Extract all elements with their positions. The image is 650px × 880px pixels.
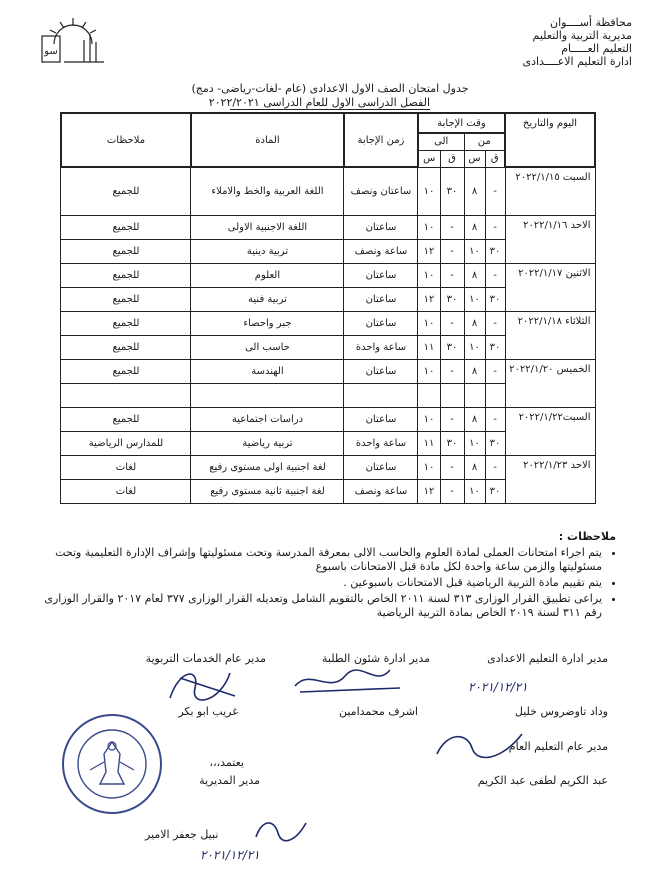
- to-hour-cell: ١٠: [418, 311, 440, 335]
- day-cell: الاحد ٢٠٢٢/١/١٦: [505, 215, 595, 263]
- from-min-cell: -: [485, 359, 505, 383]
- sig-name-prep-admin: وداد تاوضروس خليل: [514, 705, 608, 718]
- header-from-min: ق: [485, 150, 505, 167]
- from-hour-cell: ٨: [464, 311, 485, 335]
- exam-schedule-table: [60, 112, 596, 504]
- day-cell: الثلاثاء ٢٠٢٢/١/١٨: [505, 311, 595, 359]
- to-min-cell: -: [440, 263, 464, 287]
- table-row: [61, 455, 595, 479]
- to-min-cell: -: [440, 311, 464, 335]
- to-min-cell: -: [440, 359, 464, 383]
- notes-cell: لغات: [61, 479, 191, 503]
- to-hour-cell: ١٠: [418, 263, 440, 287]
- day-cell: الخميس ٢٠٢٢/١/٢٠: [505, 359, 595, 407]
- from-hour-cell: ٨: [464, 359, 485, 383]
- notes-cell: للجميع: [61, 263, 191, 287]
- to-hour-cell: ١٠: [418, 167, 440, 215]
- header-notes: ملاحظات: [61, 113, 191, 167]
- notes-cell: للجميع: [61, 335, 191, 359]
- subject-cell: العلوم: [191, 263, 344, 287]
- sig-title-approved: يعتمد،،،: [209, 756, 244, 769]
- from-hour-cell: ١٠: [464, 431, 485, 455]
- to-min-cell: -: [440, 407, 464, 431]
- signature-scribble-student-affairs: [290, 658, 410, 698]
- to-hour-cell: ١٠: [418, 215, 440, 239]
- to-hour-cell: ١٢: [418, 239, 440, 263]
- header-from: من: [464, 133, 505, 150]
- table-row: [61, 359, 595, 383]
- to-min-cell: ٣٠: [440, 167, 464, 215]
- from-min-cell: -: [485, 167, 505, 215]
- from-min-cell: -: [485, 455, 505, 479]
- subject-cell: اللغة الاجنبية الاولى: [191, 215, 344, 239]
- to-min-cell: [440, 383, 464, 407]
- notes-cell: للجميع: [61, 311, 191, 335]
- header-line-general-education: التعليم العـــــام: [561, 42, 632, 55]
- schedule-subtitle: الفصل الدراسى الاول للعام الدراسى ٢٠٢٢/٢٠٢١: [208, 96, 430, 109]
- duration-cell: ساعتان: [344, 263, 418, 287]
- subject-cell: تربية فنية: [191, 287, 344, 311]
- schedule-title: جدول امتحان الصف الاول الاعدادى (عام -لغات-رياضى- دمج): [191, 82, 469, 95]
- notes-cell: للجميع: [61, 239, 191, 263]
- sig-name-edu-services: غريب ابو بكر: [178, 705, 238, 718]
- from-hour-cell: ١٠: [464, 335, 485, 359]
- handwritten-date-1: ٢٠٢١/١٢/٢١: [468, 680, 528, 694]
- from-hour-cell: ٨: [464, 167, 485, 215]
- from-hour-cell: ١٠: [464, 239, 485, 263]
- table-row: [61, 407, 595, 431]
- duration-cell: ساعة واحدة: [344, 335, 418, 359]
- duration-cell: ساعتان: [344, 359, 418, 383]
- notes-list: [42, 546, 622, 620]
- governorate-logo: [38, 14, 108, 66]
- to-min-cell: ٣٠: [440, 431, 464, 455]
- to-hour-cell: ١٠: [418, 359, 440, 383]
- sig-title-student-affairs: مدير ادارة شئون الطلبة: [322, 652, 430, 665]
- note-item: • يتم تقييم مادة التربية الرياضية قبل الامتحانات باسبوعين .: [42, 576, 602, 590]
- sig-name-general-edu: عبد الكريم لطفى عبد الكريم: [477, 774, 608, 787]
- notes-section: [42, 530, 622, 622]
- notes-cell: للجميع: [61, 215, 191, 239]
- from-min-cell: ٣٠: [485, 287, 505, 311]
- from-hour-cell: [464, 383, 485, 407]
- from-min-cell: [485, 383, 505, 407]
- notes-title: ملاحظات :: [558, 530, 616, 543]
- to-min-cell: -: [440, 239, 464, 263]
- table-row: [61, 215, 595, 239]
- from-min-cell: -: [485, 263, 505, 287]
- duration-cell: ساعتان: [344, 455, 418, 479]
- notes-cell: لغات: [61, 455, 191, 479]
- header-to-min: ق: [440, 150, 464, 167]
- duration-cell: ساعتان: [344, 215, 418, 239]
- header-answer-time: وقت الإجابة: [418, 113, 505, 133]
- to-min-cell: -: [440, 455, 464, 479]
- sig-title-prep-admin: مدير ادارة التعليم الاعدادى: [487, 652, 608, 665]
- sig-title-general-edu: مدير عام التعليم العام: [508, 740, 608, 753]
- from-min-cell: -: [485, 311, 505, 335]
- sig-title-edu-services: مدير عام الخدمات التربوية: [145, 652, 266, 665]
- signature-scribble-edu-services: [160, 658, 250, 708]
- duration-cell: ساعتان: [344, 311, 418, 335]
- subject-cell: [191, 383, 344, 407]
- day-cell: الاحد ٢٠٢٢/١/٢٣: [505, 455, 595, 503]
- header-day-date: اليوم والتاريخ: [505, 113, 595, 167]
- header-to: الى: [418, 133, 464, 150]
- subject-cell: جبر واحصاء: [191, 311, 344, 335]
- day-cell: السبت٢٠٢٢/١/٢٢: [505, 407, 595, 455]
- from-hour-cell: ٨: [464, 455, 485, 479]
- from-hour-cell: ٨: [464, 263, 485, 287]
- duration-cell: ساعة ونصف: [344, 479, 418, 503]
- from-min-cell: ٣٠: [485, 239, 505, 263]
- from-hour-cell: ٨: [464, 215, 485, 239]
- note-item: • يتم اجراء امتحانات العملى لمادة العلوم والحاسب الالى بمعرفة المدرسة وتحت مسئوليتها وإشراف الإدارة التعليمية وتحت مسئوليتها والزمن ساعة واحدة لكل مادة قبل الامتحانات باسبوع: [42, 546, 602, 574]
- to-hour-cell: ١٠: [418, 455, 440, 479]
- notes-cell: للمدارس الرياضية: [61, 431, 191, 455]
- subject-cell: اللغة العربية والخط والاملاء: [191, 167, 344, 215]
- duration-cell: ساعتان ونصف: [344, 167, 418, 215]
- duration-cell: ساعتان: [344, 407, 418, 431]
- from-min-cell: ٣٠: [485, 431, 505, 455]
- subject-cell: الهندسة: [191, 359, 344, 383]
- table-row: [61, 263, 595, 287]
- duration-cell: ساعة واحدة: [344, 431, 418, 455]
- from-min-cell: -: [485, 215, 505, 239]
- from-hour-cell: ١٠: [464, 287, 485, 311]
- from-hour-cell: ١٠: [464, 479, 485, 503]
- to-min-cell: -: [440, 479, 464, 503]
- duration-cell: [344, 383, 418, 407]
- subject-cell: لغة اجنبية اولى مستوى رفيع: [191, 455, 344, 479]
- table-row: [61, 311, 595, 335]
- exam-table-wrapper: [62, 112, 596, 532]
- subject-cell: دراسات اجتماعية: [191, 407, 344, 431]
- to-hour-cell: ١١: [418, 431, 440, 455]
- director-name: نبيل جعفر الامير: [145, 828, 219, 841]
- from-min-cell: ٣٠: [485, 335, 505, 359]
- office-header: [462, 16, 632, 68]
- header-duration: زمن الإجابة: [344, 113, 418, 167]
- to-hour-cell: ١٢: [418, 287, 440, 311]
- logo-text: سو: [44, 46, 58, 57]
- to-min-cell: ٣٠: [440, 287, 464, 311]
- to-min-cell: -: [440, 215, 464, 239]
- to-min-cell: ٣٠: [440, 335, 464, 359]
- to-hour-cell: ١٠: [418, 407, 440, 431]
- subject-cell: لغة اجنبية ثانية مستوى رفيع: [191, 479, 344, 503]
- notes-cell: للجميع: [61, 167, 191, 215]
- note-item: • يراعى تطبيق القرار الوزارى ٣١٣ لسنة ٢٠١١ الخاص بالتقويم الشامل وتعديله القرار الوزارى ٣٧٧ لعام ٢٠١٧ والقرار الوزارى رقم ٣١١ لسنة ٢٠١٩ الخاص بمادة التربية الرياضية: [42, 592, 602, 620]
- official-stamp: [60, 712, 164, 816]
- sig-name-directorate-head: مدير المديرية: [199, 774, 260, 787]
- subject-cell: تربية دينية: [191, 239, 344, 263]
- table-row: [61, 167, 595, 215]
- header-line-directorate: مديرية التربية والتعليم: [532, 29, 632, 42]
- sig-name-student-affairs: اشرف محمدامين: [338, 705, 418, 718]
- from-min-cell: -: [485, 407, 505, 431]
- header-to-hour: س: [418, 150, 440, 167]
- director-date: ٢٠٢١/١٢/٢١: [200, 848, 260, 862]
- to-hour-cell: ١٢: [418, 479, 440, 503]
- subject-cell: حاسب الى: [191, 335, 344, 359]
- header-line-governorate: محافظة أســــوان: [549, 16, 632, 29]
- duration-cell: ساعتان: [344, 287, 418, 311]
- header-subject: المادة: [191, 113, 344, 167]
- day-cell: الاثنين ٢٠٢٢/١/١٧: [505, 263, 595, 311]
- to-hour-cell: ١١: [418, 335, 440, 359]
- subject-cell: تربية رياضية: [191, 431, 344, 455]
- signature-scribble-general-edu: [432, 724, 532, 764]
- duration-cell: ساعة ونصف: [344, 239, 418, 263]
- header-line-preparatory-admin: ادارة التعليم الاعــــدادى: [522, 55, 632, 68]
- from-min-cell: ٣٠: [485, 479, 505, 503]
- from-hour-cell: ٨: [464, 407, 485, 431]
- notes-cell: للجميع: [61, 359, 191, 383]
- to-hour-cell: [418, 383, 440, 407]
- signature-scribble-director: [252, 815, 312, 845]
- notes-cell: للجميع: [61, 287, 191, 311]
- header-from-hour: س: [464, 150, 485, 167]
- notes-cell: للجميع: [61, 407, 191, 431]
- notes-cell: [61, 383, 191, 407]
- day-cell: السبت ٢٠٢٢/١/١٥: [505, 167, 595, 215]
